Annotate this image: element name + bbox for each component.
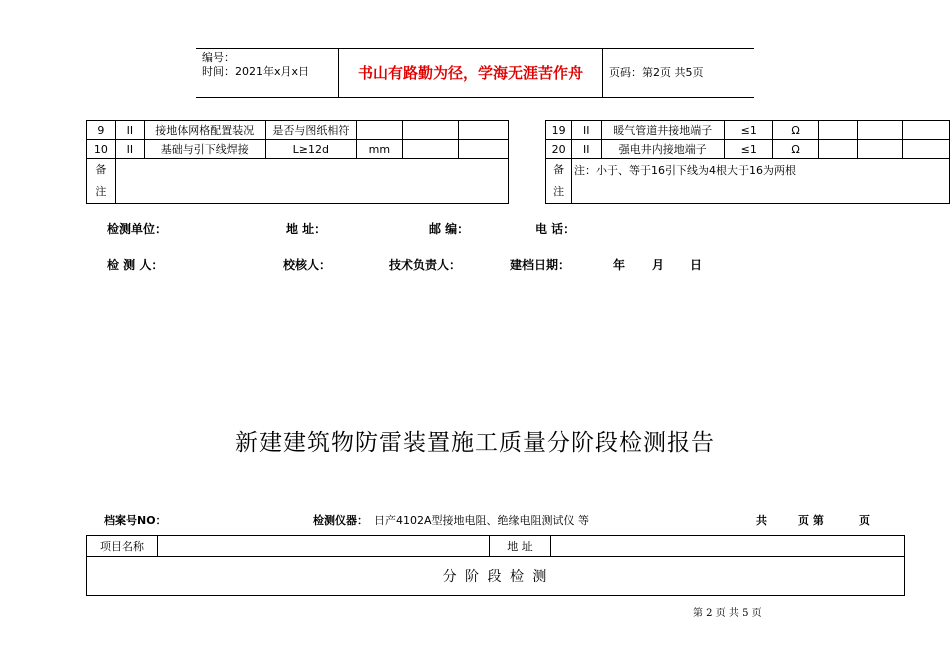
- cell-value: [402, 121, 458, 140]
- cell-no: 9: [87, 121, 116, 140]
- cell-item: 强电井内接地端子: [601, 140, 725, 159]
- cell-item: 暖气管道井接地端子: [601, 121, 725, 140]
- page-label: 页 第: [798, 514, 824, 527]
- day-label: 日: [690, 258, 703, 272]
- cell-class: II: [115, 140, 144, 159]
- report-title: 新建建筑物防雷装置施工质量分阶段检测报告: [235, 430, 715, 456]
- table-row: [87, 536, 905, 557]
- month-label: 月: [652, 258, 665, 272]
- cell-no: 20: [546, 140, 572, 159]
- instrument-value: 日产4102A型接地电阻、绝缘电阻测试仪 等: [374, 514, 590, 527]
- checker-label: 校核人：: [283, 258, 332, 272]
- tester-label: 检 测 人：: [107, 258, 164, 272]
- year-label: 年: [613, 258, 626, 272]
- project-address-label: 地 址: [489, 536, 551, 557]
- cell-value: [458, 121, 508, 140]
- cell-unit: Ω: [773, 140, 818, 159]
- cell-value: [818, 121, 857, 140]
- cell-no: 10: [87, 140, 116, 159]
- cell-requirement: L≥12d: [265, 140, 357, 159]
- number-label: 编号：: [202, 51, 235, 64]
- instrument-label: 检测仪器：: [313, 514, 368, 527]
- cell-value: [402, 140, 458, 159]
- project-name-label: 项目名称: [87, 536, 158, 557]
- cell-requirement: ≤1: [725, 121, 773, 140]
- address-label: 地 址：: [286, 222, 327, 236]
- testing-unit-label: 检测单位：: [107, 222, 168, 236]
- project-name-value: [157, 536, 489, 557]
- project-address-value: [551, 536, 905, 557]
- cell-requirement: 是否与图纸相符: [265, 121, 357, 140]
- cell-no: 19: [546, 121, 572, 140]
- tech-lead-label: 技术负责人：: [389, 258, 462, 272]
- remark-text: 注：小于、等于16引下线为4根大于16为两根: [571, 159, 949, 204]
- cell-unit: [357, 121, 402, 140]
- archive-date-label: 建档日期：: [510, 258, 571, 272]
- table-row: [87, 121, 950, 140]
- cell-value: [857, 121, 902, 140]
- archive-number-label: 档案号NO：: [104, 514, 167, 527]
- remark-content: [115, 159, 509, 204]
- cell-requirement: ≤1: [725, 140, 773, 159]
- spacer-cell: [509, 121, 546, 204]
- postcode-label: 邮 编：: [429, 222, 470, 236]
- motto: 书山有路勤为径，学海无涯苦作舟: [339, 49, 603, 97]
- page-header: [196, 48, 754, 98]
- table-row: [87, 557, 905, 596]
- cell-value: [857, 140, 902, 159]
- cell-value: [902, 140, 949, 159]
- page-end-label: 页: [859, 514, 870, 527]
- section-title: 分 阶 段 检 测: [87, 557, 905, 596]
- cell-class: II: [115, 121, 144, 140]
- cell-unit: Ω: [773, 121, 818, 140]
- cell-value: [458, 140, 508, 159]
- time-label: 时间：2021年x月x日: [202, 65, 310, 78]
- cell-value: [818, 140, 857, 159]
- cell-class: II: [571, 140, 601, 159]
- cell-value: [902, 121, 949, 140]
- cell-unit: mm: [357, 140, 402, 159]
- header-meta: [196, 49, 339, 97]
- cell-item: 基础与引下线焊接: [145, 140, 265, 159]
- remark-label: 备 注: [546, 159, 572, 204]
- total-pages-label: 共: [756, 514, 767, 527]
- cell-class: II: [571, 121, 601, 140]
- project-table: [86, 535, 905, 596]
- remark-label: 备 注: [87, 159, 116, 204]
- page-code: 页码：第2页 共5页: [609, 66, 704, 79]
- page-footer: 第 2 页 共 5 页: [693, 608, 762, 619]
- inspection-table: [86, 120, 950, 204]
- phone-label: 电 话：: [535, 222, 576, 236]
- cell-item: 接地体网格配置装况: [145, 121, 265, 140]
